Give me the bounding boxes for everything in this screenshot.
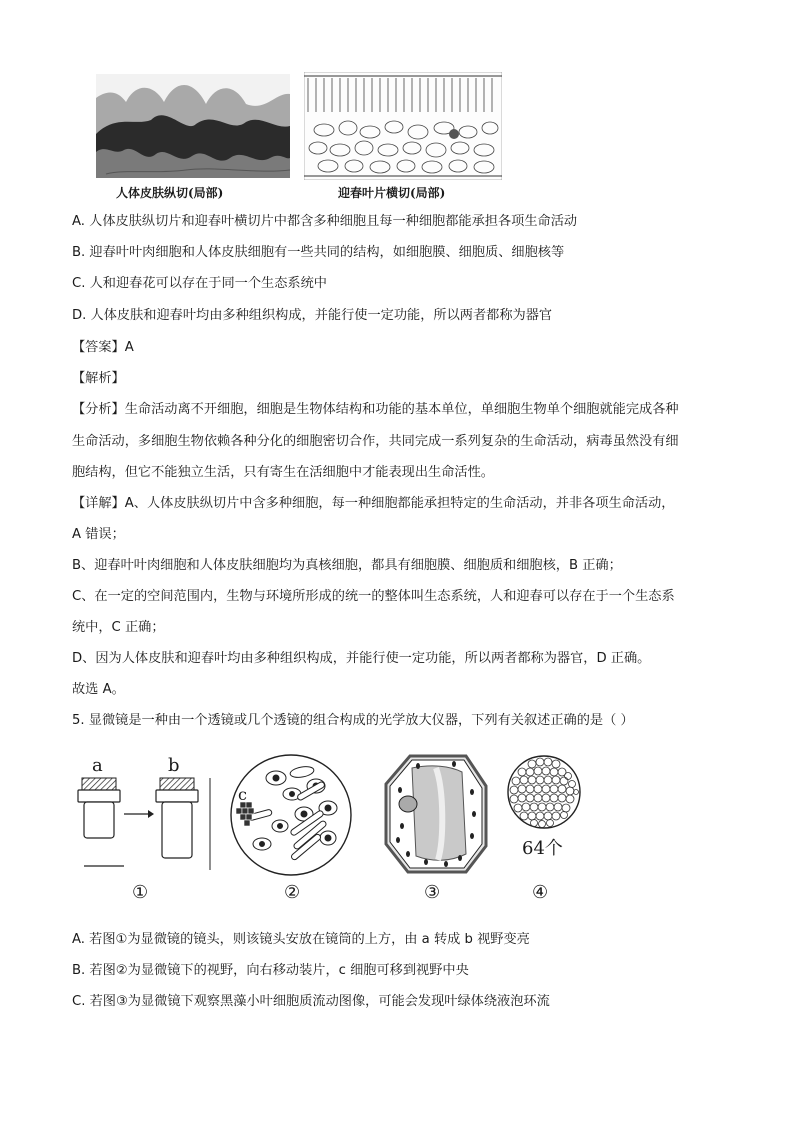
- lens-a-label: a: [92, 755, 103, 776]
- figure-number-1: ①: [132, 882, 149, 903]
- figure-number-2: ②: [284, 882, 301, 903]
- cell-count-figure: [506, 754, 582, 830]
- cell-count-label: 64个: [522, 838, 563, 859]
- detail-line: B、迎春叶叶肉细胞和人体皮肤细胞均为真核细胞，都具有细胞膜、细胞质和细胞核，B 正确；: [72, 558, 622, 573]
- field-of-view-figure: [228, 752, 354, 878]
- leaf-section-image: [304, 72, 502, 180]
- analysis-line: 胞结构，但它不能独立生活，只有寄生在活细胞中才能表现出生命活性。: [72, 465, 494, 480]
- q4-option-b: B. 迎春叶叶肉细胞和人体皮肤细胞有一些共同的结构，如细胞膜、细胞质、细胞核等: [72, 245, 565, 260]
- q5-option-b: B. 若图②为显微镜下的视野，向右移动装片，c 细胞可移到视野中央: [72, 963, 469, 978]
- lens-b-label: b: [168, 755, 180, 776]
- analysis-label: 【解析】: [72, 371, 125, 386]
- detail-line: 统中，C 正确；: [72, 620, 165, 635]
- answer-label: 【答案】A: [72, 340, 134, 355]
- detail-line: 【详解】A、人体皮肤纵切片中含多种细胞，每一种细胞都能承担特定的生命活动，并非各项生命活动，: [72, 496, 675, 511]
- q4-option-c: C. 人和迎春花可以存在于同一个生态系统中: [72, 276, 327, 291]
- q4-option-d: D. 人体皮肤和迎春叶均由多种组织构成，并能行使一定功能，所以两者都称为器官: [72, 308, 553, 323]
- plant-cell-figure: [374, 750, 500, 880]
- figure-number-3: ③: [424, 882, 441, 903]
- cell-c-label: c: [238, 785, 247, 804]
- q5-option-c: C. 若图③为显微镜下观察黑藻小叶细胞质流动图像，可能会发现叶绿体绕液泡环流: [72, 994, 550, 1009]
- analysis-line: 生命活动，多细胞生物依赖各种分化的细胞密切合作，共同完成一系列复杂的生命活动，病毒虽然没有细: [72, 434, 679, 449]
- figure-number-4: ④: [532, 882, 549, 903]
- skin-section-image: [96, 74, 290, 178]
- q5-stem: 5. 显微镜是一种由一个透镜或几个透镜的组合构成的光学放大仪器，下列有关叙述正确的是（ ）: [72, 713, 634, 728]
- q4-option-a: A. 人体皮肤纵切片和迎春叶横切片中都含多种细胞且每一种细胞都能承担各项生命活动: [72, 214, 578, 229]
- leaf-caption: 迎春叶片横切(局部): [338, 186, 446, 200]
- q5-option-a: A. 若图①为显微镜的镜头，则该镜头安放在镜筒的上方，由 a 转成 b 视野变亮: [72, 932, 530, 947]
- analysis-line: 【分析】生命活动离不开细胞，细胞是生物体结构和功能的基本单位，单细胞生物单个细胞就能完成各种: [72, 402, 679, 417]
- detail-line: C、在一定的空间范围内，生物与环境所形成的统一的整体叫生态系统，人和迎春可以存在于一个生态系: [72, 589, 675, 604]
- detail-line: D、因为人体皮肤和迎春叶均由多种组织构成，并能行使一定功能，所以两者都称为器官，D 正确。: [72, 651, 651, 666]
- detail-line: 故选 A。: [72, 682, 125, 697]
- skin-caption: 人体皮肤纵切(局部): [116, 186, 224, 200]
- detail-line: A 错误；: [72, 527, 125, 542]
